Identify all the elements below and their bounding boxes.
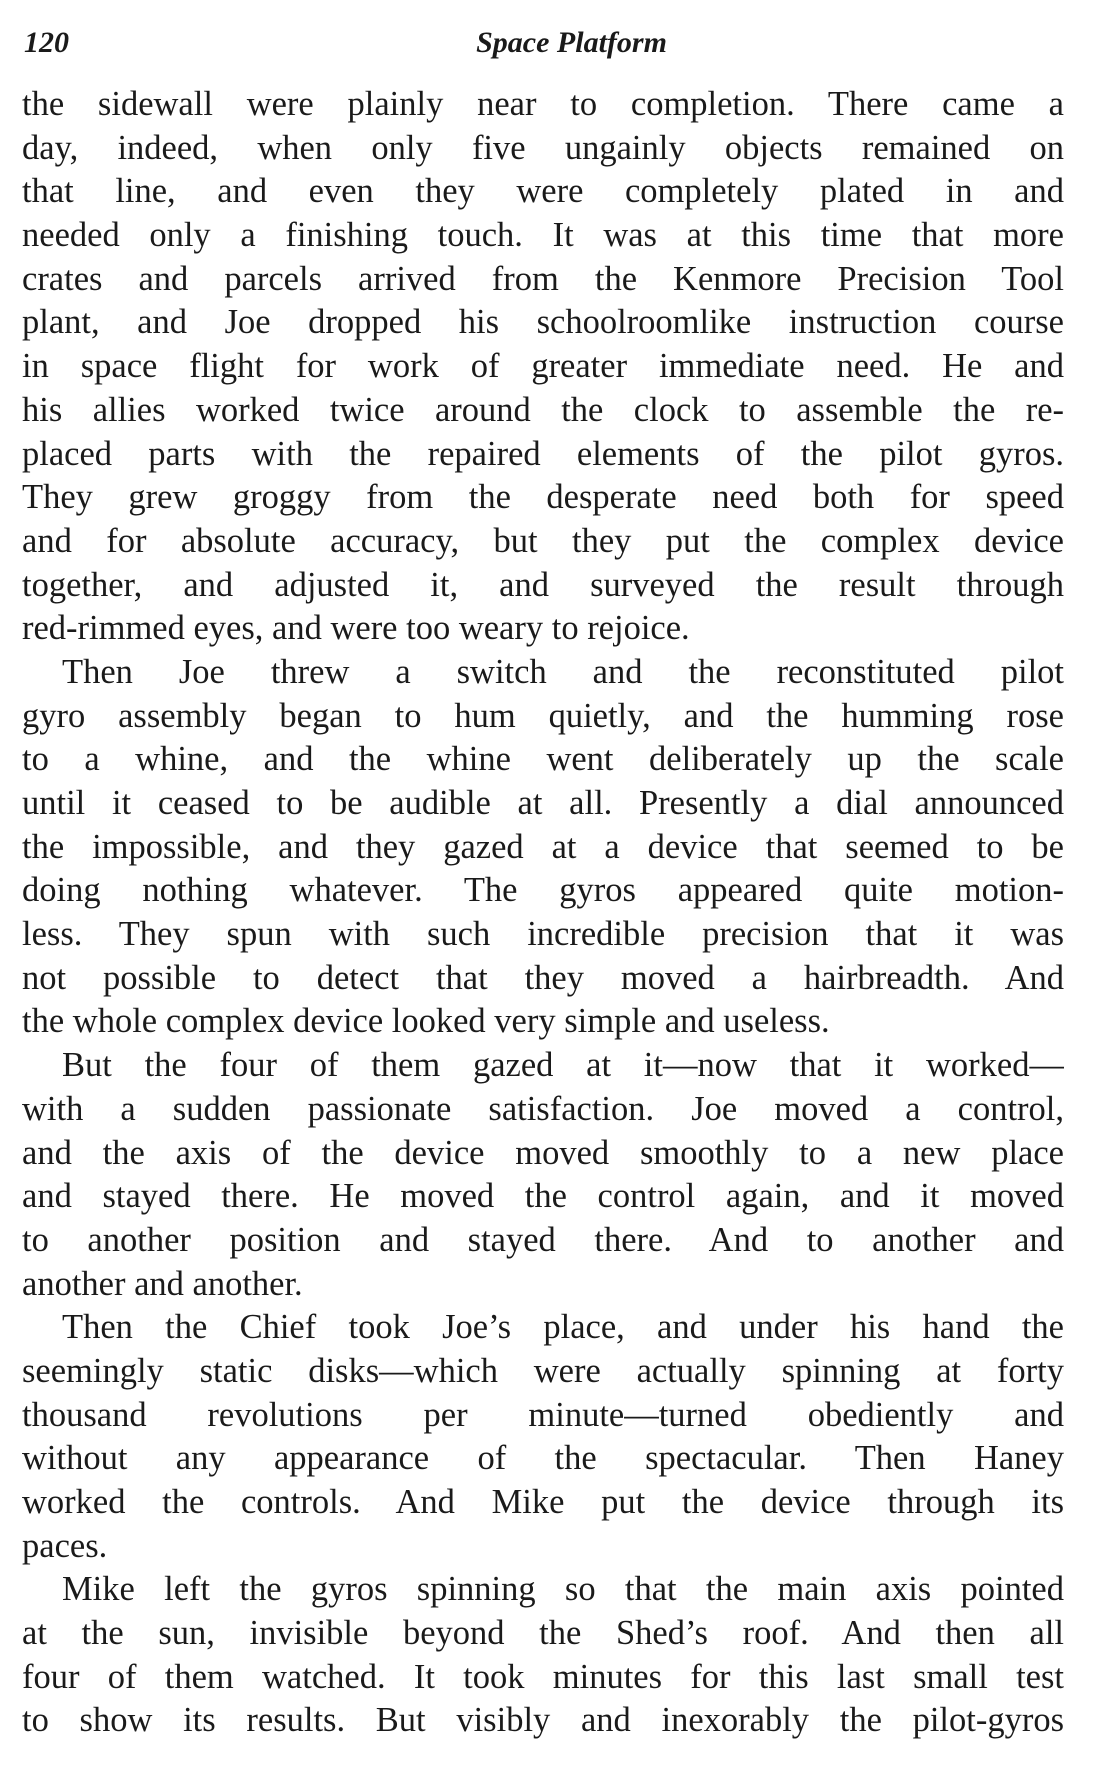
text-line: day, indeed, when only five ungainly objects remained on <box>22 128 1064 167</box>
text-line: and the axis of the device moved smoothly to a new place <box>22 1133 1064 1172</box>
text-line: doing nothing whatever. The gyros appeared quite motion- <box>22 871 1064 910</box>
text-line: with a sudden passionate satisfaction. Joe moved a control, <box>22 1089 1064 1128</box>
page-header <box>24 26 1059 70</box>
text-line: Then Joe threw a switch and the reconstituted pilot <box>62 652 1064 691</box>
text-line: and for absolute accuracy, but they put the complex device <box>22 521 1064 560</box>
text-line: needed only a finishing touch. It was at this time that more <box>22 216 1064 255</box>
text-line: without any appearance of the spectacular. Then Haney <box>22 1439 1064 1478</box>
text-line: and stayed there. He moved the control again, and it moved <box>22 1177 1064 1216</box>
text-line: in space flight for work of greater immediate need. He and <box>22 347 1064 386</box>
text-line: to a whine, and the whine went deliberately up the scale <box>22 740 1064 779</box>
text-line: another and another. <box>22 1264 303 1303</box>
text-line: at the sun, invisible beyond the Shed’s roof. And then all <box>22 1614 1064 1653</box>
text-line: Then the Chief took Joe’s place, and under his hand the <box>62 1308 1064 1347</box>
text-line: to another position and stayed there. And to another and <box>22 1220 1064 1259</box>
text-line: They grew groggy from the desperate need both for speed <box>22 478 1064 517</box>
text-line: together, and adjusted it, and surveyed the result through <box>22 565 1064 604</box>
text-line: crates and parcels arrived from the Kenmore Precision Tool <box>22 259 1064 298</box>
text-line: thousand revolutions per minute—turned obediently and <box>22 1395 1064 1434</box>
body-text <box>22 83 1064 1743</box>
text-line: the sidewall were plainly near to completion. There came a <box>22 85 1064 123</box>
text-line: the impossible, and they gazed at a device that seemed to be <box>22 827 1064 866</box>
text-line: less. They spun with such incredible precision that it was <box>22 915 1064 954</box>
text-line: paces. <box>22 1526 108 1565</box>
text-line: not possible to detect that they moved a hairbreadth. And <box>22 958 1064 997</box>
text-line: gyro assembly began to hum quietly, and the humming rose <box>22 696 1064 735</box>
text-line: until it ceased to be audible at all. Presently a dial announced <box>22 784 1064 822</box>
text-line: red-rimmed eyes, and were too weary to rejoice. <box>22 609 690 648</box>
text-line: placed parts with the repaired elements of the pilot gyros. <box>22 434 1064 473</box>
text-line: But the four of them gazed at it—now that it worked— <box>62 1046 1064 1085</box>
text-line: to show its results. But visibly and inexorably the pilot-gyros <box>22 1701 1064 1740</box>
text-line: Mike left the gyros spinning so that the main axis pointed <box>62 1570 1064 1609</box>
text-line: his allies worked twice around the clock to assemble the re- <box>22 390 1064 429</box>
text-line: worked the controls. And Mike put the device through its <box>22 1483 1064 1521</box>
text-line: the whole complex device looked very simple and useless. <box>22 1002 830 1041</box>
text-line: plant, and Joe dropped his schoolroomlike instruction course <box>22 303 1064 342</box>
running-head: Space Platform <box>476 26 667 59</box>
page-number: 120 <box>24 26 69 59</box>
text-line: four of them watched. It took minutes for this last small test <box>22 1657 1064 1696</box>
text-line: that line, and even they were completely plated in and <box>22 172 1064 211</box>
text-line: seemingly static disks—which were actually spinning at forty <box>22 1351 1064 1390</box>
